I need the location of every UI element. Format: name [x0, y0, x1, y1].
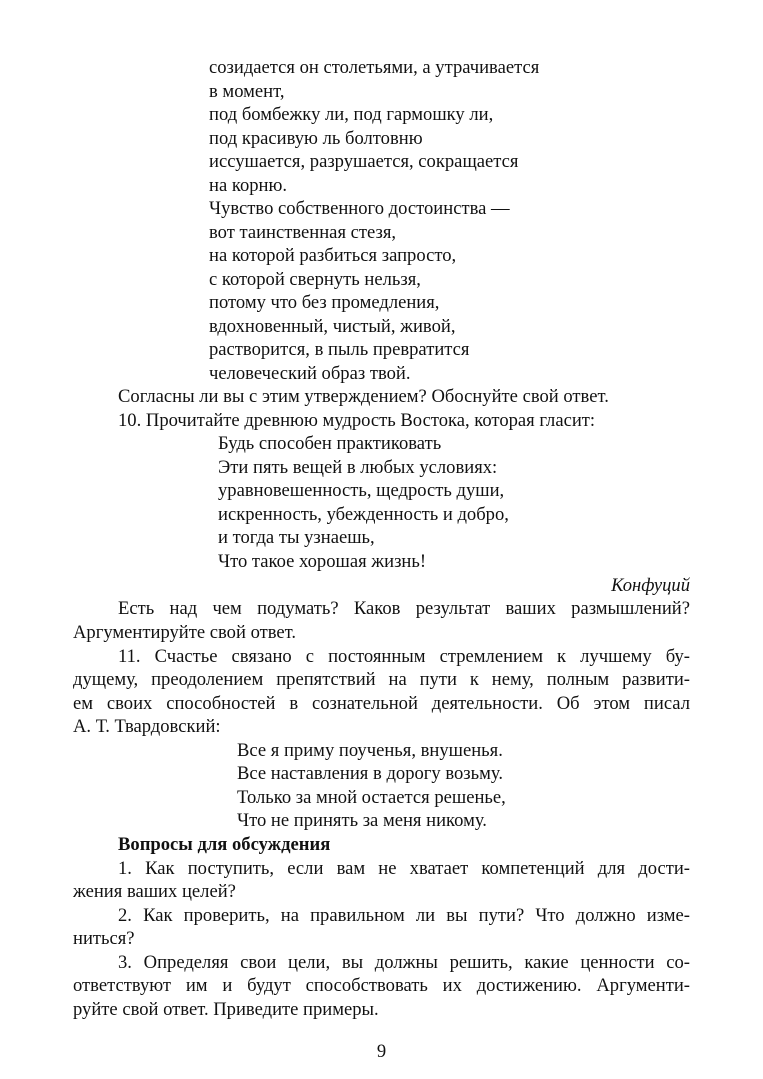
task-10: 10. Прочитайте древнюю мудрость Востока, которая гласит:	[118, 410, 596, 431]
page-number: 9	[376, 1041, 387, 1062]
poem-line: и тогда ты узнаешь,	[218, 527, 375, 548]
poem-line: с которой свернуть нельзя,	[209, 269, 421, 290]
poem-line: Все я приму поученья, внушенья.	[237, 740, 503, 761]
poem-line: Только за мной остается решенье,	[237, 787, 506, 808]
poem-line: человеческий образ твой.	[209, 363, 411, 384]
question-agree: Согласны ли вы с этим утверждением? Обоснуйте свой ответ.	[118, 386, 609, 407]
poem-line: растворится, в пыль превратится	[209, 339, 470, 360]
paragraph-line: А. Т. Твардовский:	[73, 716, 221, 737]
poem-line: вот таинственная стезя,	[209, 222, 397, 243]
paragraph-line: ем своих способностей в сознательной деятельности. Об этом писал	[73, 693, 690, 714]
question-line: ниться?	[73, 928, 135, 949]
question-line: 2. Как проверить, на правильном ли вы пути? Что должно изме-	[118, 905, 690, 926]
poem-line: Будь способен практиковать	[218, 433, 442, 454]
section-heading: Вопросы для обсуждения	[118, 834, 331, 855]
poem-line: созидается он столетьями, а утрачивается	[209, 57, 540, 78]
poem-line: в момент,	[209, 81, 285, 102]
paragraph-line: Аргументируйте свой ответ.	[73, 622, 297, 643]
poem-line: вдохновенный, чистый, живой,	[209, 316, 456, 337]
poem-line: иссушается, разрушается, сокращается	[209, 151, 519, 172]
question-line: ответствуют им и будут способствовать их достижению. Аргументи-	[73, 975, 690, 996]
question-line: 3. Определяя свои цели, вы должны решить, какие ценности со-	[118, 952, 690, 973]
question-line: руйте свой ответ. Приведите примеры.	[73, 999, 379, 1020]
poem-line: на корню.	[209, 175, 288, 196]
paragraph-line: 11. Счастье связано с постоянным стремлением к лучшему бу-	[118, 646, 690, 667]
poem-line: на которой разбиться запросто,	[209, 245, 457, 266]
paragraph-line: Есть над чем подумать? Каков результат ваших размышлений?	[118, 598, 690, 619]
poem-line: Эти пять вещей в любых условиях:	[218, 457, 498, 478]
poem-line: потому что без промедления,	[209, 292, 440, 313]
poem-line: Что такое хорошая жизнь!	[218, 551, 427, 572]
paragraph-line: дущему, преодолением препятствий на пути к нему, полным развити-	[73, 669, 690, 690]
poem-line: Что не принять за меня никому.	[237, 810, 487, 831]
poem-line: уравновешенность, щедрость души,	[218, 480, 505, 501]
poem-line: под красивую ль болтовню	[209, 128, 423, 149]
question-line: жения ваших целей?	[73, 881, 236, 902]
poem-line: Чувство собственного достоинства —	[209, 198, 510, 219]
poem-line: под бомбежку ли, под гармошку ли,	[209, 104, 494, 125]
poem-line: искренность, убежденность и добро,	[218, 504, 509, 525]
question-line: 1. Как поступить, если вам не хватает компетенций для дости-	[118, 858, 690, 879]
poem-line: Все наставления в дорогу возьму.	[237, 763, 503, 784]
author-attribution: Конфуций	[611, 575, 690, 596]
